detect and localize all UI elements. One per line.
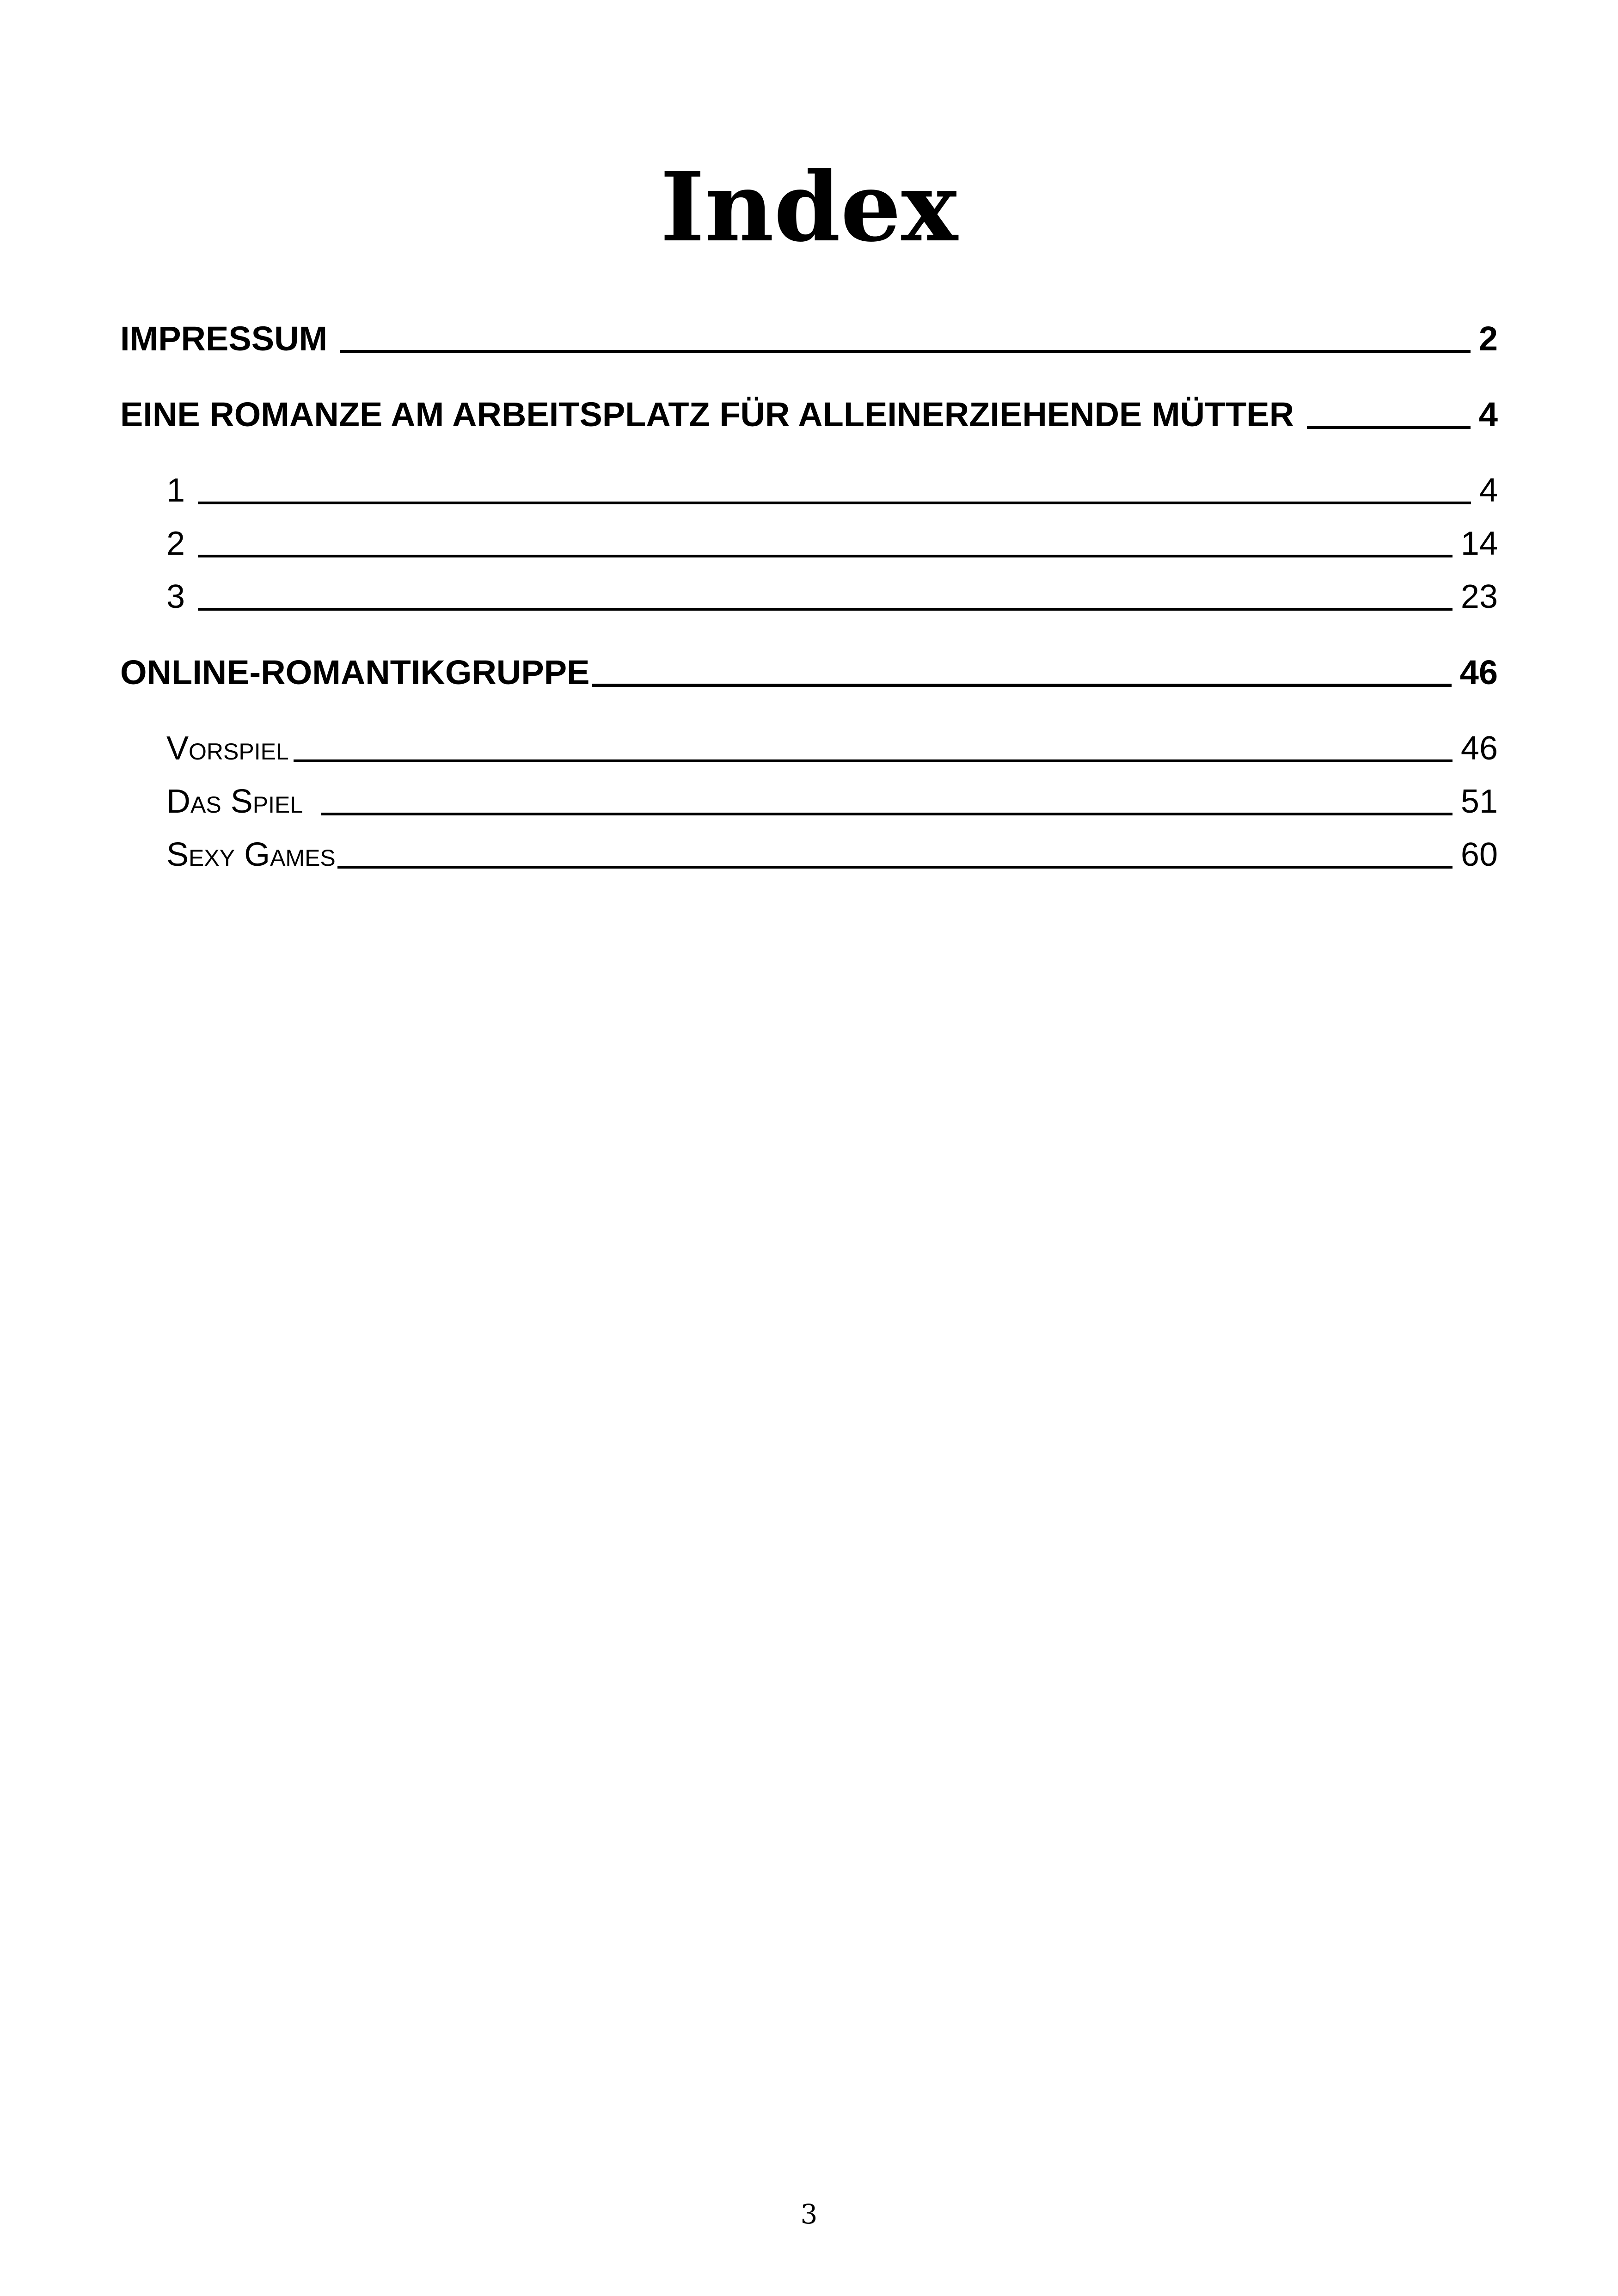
toc-subentry-1[interactable] [166, 470, 1498, 511]
toc-subentry-2[interactable] [166, 523, 1498, 564]
toc-leader-line [198, 502, 1471, 504]
toc-subentry-page: 60 [1460, 836, 1498, 873]
toc-leader-line [592, 684, 1451, 687]
toc-subentry-label: 3 [166, 578, 185, 615]
toc-subentry-label: 2 [166, 525, 185, 562]
toc-entry-page: 46 [1459, 653, 1498, 692]
toc-subentry-page: 14 [1460, 525, 1498, 562]
page-title: Index [660, 151, 958, 263]
toc-subentry-vorspiel[interactable] [166, 728, 1498, 769]
toc-leader-line [1307, 426, 1471, 429]
toc-leader-line [340, 350, 1471, 353]
toc-subentry-page: 4 [1479, 472, 1498, 509]
toc-subentry-label: Das Spiel [166, 783, 303, 820]
toc-subentry-sexy-games[interactable] [166, 834, 1498, 876]
toc-subentry-page: 51 [1460, 783, 1498, 820]
toc-entry-label: EINE ROMANZE AM ARBEITSPLATZ FÜR ALLEINERZIEHENDE MÜTTER [120, 395, 1294, 434]
toc-subentry-page: 46 [1460, 730, 1498, 767]
toc-subentry-label: 1 [166, 472, 185, 509]
toc-subentry-label: Sexy Games [166, 836, 336, 873]
toc-leader-line [198, 555, 1453, 557]
toc-entry-online[interactable] [120, 652, 1498, 693]
toc-subentry-label: Vorspiel [166, 730, 289, 767]
toc-subentry-3[interactable] [166, 576, 1498, 618]
toc-subentry-page: 23 [1460, 578, 1498, 615]
toc-entry-impressum[interactable] [120, 318, 1498, 360]
toc-leader-line [337, 866, 1453, 869]
toc-entry-page: 2 [1478, 319, 1498, 358]
toc-entry-label: IMPRESSUM [120, 319, 328, 358]
toc-entry-romanze[interactable] [120, 394, 1498, 435]
toc-entry-label: ONLINE-ROMANTIKGRUPPE [120, 653, 590, 692]
page-number: 3 [800, 2198, 818, 2230]
toc-leader-line [321, 813, 1453, 815]
toc-leader-line [294, 759, 1453, 762]
toc-leader-line [198, 608, 1453, 611]
toc-entry-page: 4 [1478, 395, 1498, 434]
toc-subentry-das-spiel[interactable] [166, 781, 1498, 822]
